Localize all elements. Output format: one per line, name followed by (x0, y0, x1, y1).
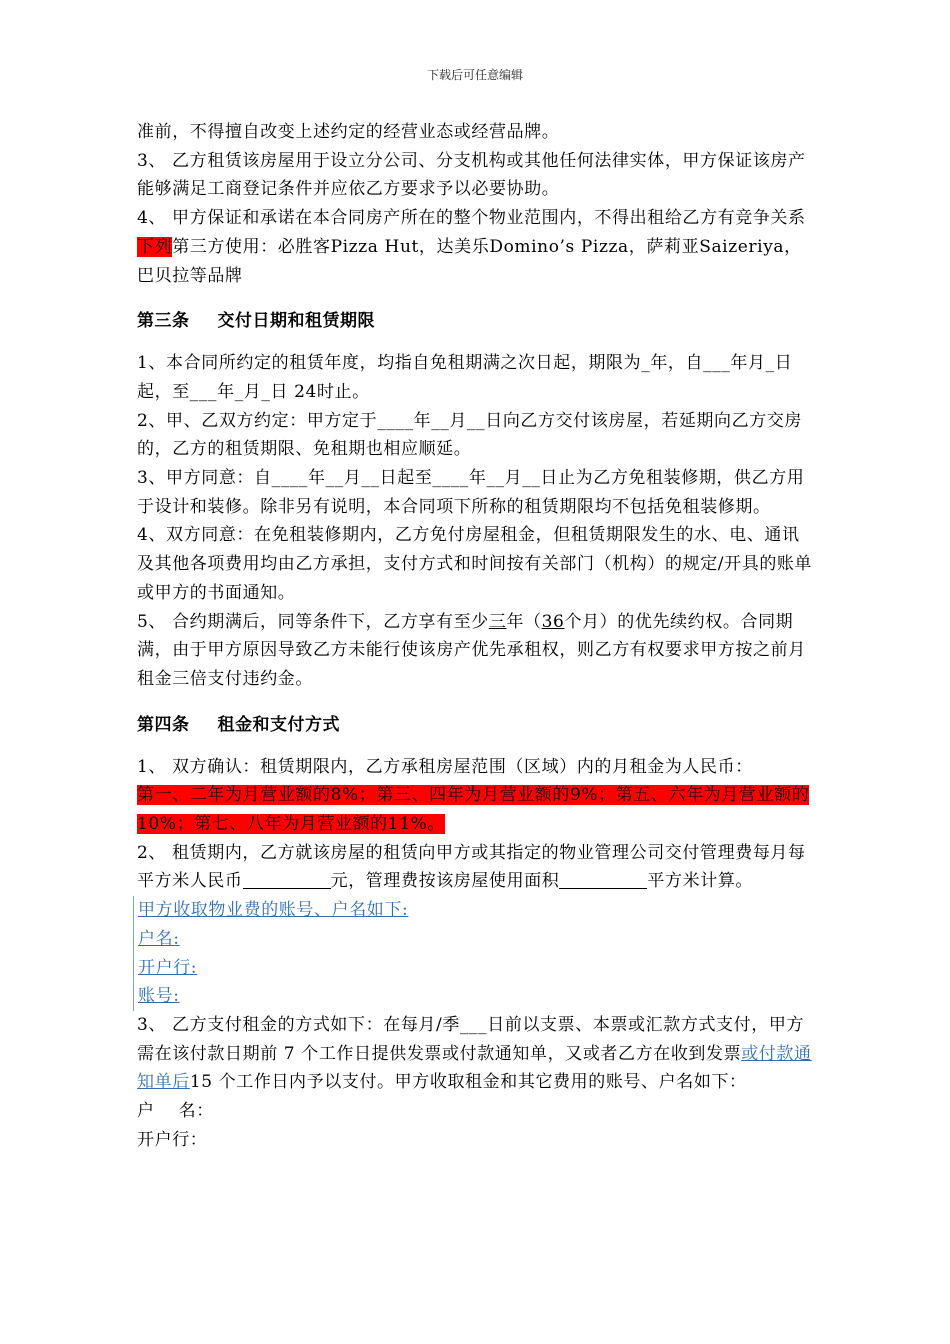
bank-line: 开户行： (137, 1129, 208, 1150)
article-4-heading (137, 711, 817, 739)
revision-line (133, 896, 817, 925)
clause-3-4: 4、双方同意：在免租装修期内，乙方免付房屋租金，但租赁期限发生的水、电、通讯及其他各项费用均由乙方承担，支付方式和时间按有关部门（机构）的规定/开具的账单或甲方的书面通知。 (137, 525, 813, 603)
article-number: 第三条 (137, 311, 190, 332)
highlighted-text: 第一、二年为月营业额的8%；第三、四年为月营业额的9%；第五、六年为月营业额的10%；第七、八年为月营业额的11%。 (137, 785, 810, 835)
clause-2-4 (137, 204, 817, 290)
article-title: 租金和支付方式 (217, 714, 340, 735)
clause-text: 2、 租赁期内，乙方就该房屋的租赁向甲方或其指定的物业管理公司交付管理费每月每平方米人民币 (137, 842, 806, 892)
clause-3-2: 2、甲、乙双方约定：甲方定于____年__月__日向乙方交付该房屋，若延期向乙方交房的，乙方的租赁期限、免租期也相应顺延。 (137, 410, 803, 460)
clause-3-3: 3、甲方同意：自____年__月__日起至____年__月__日止为乙方免租装修期，供乙方用于设计和装修。除非另有说明，本合同项下所称的租赁期限均不包括免租装修期。 (137, 468, 805, 517)
clause-text: 元，管理费按该房屋使用面积 (330, 871, 560, 892)
article-title: 交付日期和租赁期限 (217, 311, 375, 332)
underlined-term: 36 (541, 611, 565, 632)
revised-text: 开户行: (138, 957, 198, 978)
clause-4-3 (137, 1011, 817, 1097)
clause-text: 5、 合约期满后，同等条件下，乙方享有至少 (137, 611, 489, 632)
revised-text: 户名: (138, 928, 180, 949)
blank-line (243, 870, 331, 889)
article-3-heading (137, 307, 817, 335)
clause-4-1: 1、 双方确认：租赁期限内，乙方承租房屋范围（区域）内的月租金为人民币： (137, 756, 753, 777)
revised-text: 账号: (138, 986, 180, 1007)
clause-text: 年（ (506, 611, 542, 632)
account-name-line: 户 名： (137, 1101, 214, 1122)
clause-text: 3、 乙方支付租金的方式如下：在每月/季___日前以支票、本票或汇款方式支付，甲方需在该付款日期前 7 个工作日提供发票或付款通知单，又或者乙方在收到发票 (137, 1014, 805, 1064)
clause-2-3: 3、 乙方租赁该房屋用于设立分公司、分支机构或其他任何法律实体，甲方保证该房产能够满足工商登记条件并应依乙方要求予以必要协助。 (137, 150, 806, 200)
clause-text: 第三方使用：必胜客Pizza Hut，达美乐Domino’s Pizza，萨莉亚Saizeriya，巴贝拉等品牌 (137, 236, 802, 286)
clause-3-1: 1、本合同所约定的租赁年度，均指自免租期满之次日起，期限为_年，自___年月_日起，至___年_月_日 24时止。 (137, 353, 793, 402)
clause-text: 4、 甲方保证和承诺在本合同房产所在的整个物业范围内，不得出租给乙方有竞争关系 (137, 208, 806, 229)
revised-text: 或付款通知单后 (137, 1043, 812, 1093)
article-number: 第四条 (137, 714, 190, 735)
blank-line (559, 870, 647, 889)
highlighted-text: 下列 (137, 236, 173, 257)
clause-text: 15 个工作日内予以支付。甲方收取租金和其它费用的账号、户名如下： (189, 1072, 747, 1093)
paragraph: 准前，不得擅自改变上述约定的经营业态或经营品牌。 (137, 122, 560, 142)
rent-terms-highlight (137, 781, 817, 838)
revision-line (133, 925, 817, 954)
revision-line (133, 982, 817, 1011)
underlined-term: 三 (488, 611, 507, 632)
page-header: 下载后可任意编辑 (426, 68, 523, 82)
revised-text: 甲方收取物业费的账号、户名如下: (138, 900, 409, 921)
clause-3-5 (137, 608, 817, 694)
clause-text: 个月）的优先续约权。合同期满，由于甲方原因导致乙方未能行使该房产优先承租权，则乙方有权要求甲方按之前月租金三倍支付违约金。 (137, 611, 806, 689)
clause-text: 平方米计算。 (647, 871, 754, 892)
document-body (137, 118, 817, 1155)
clause-4-2 (137, 839, 817, 896)
revision-line (133, 954, 817, 983)
